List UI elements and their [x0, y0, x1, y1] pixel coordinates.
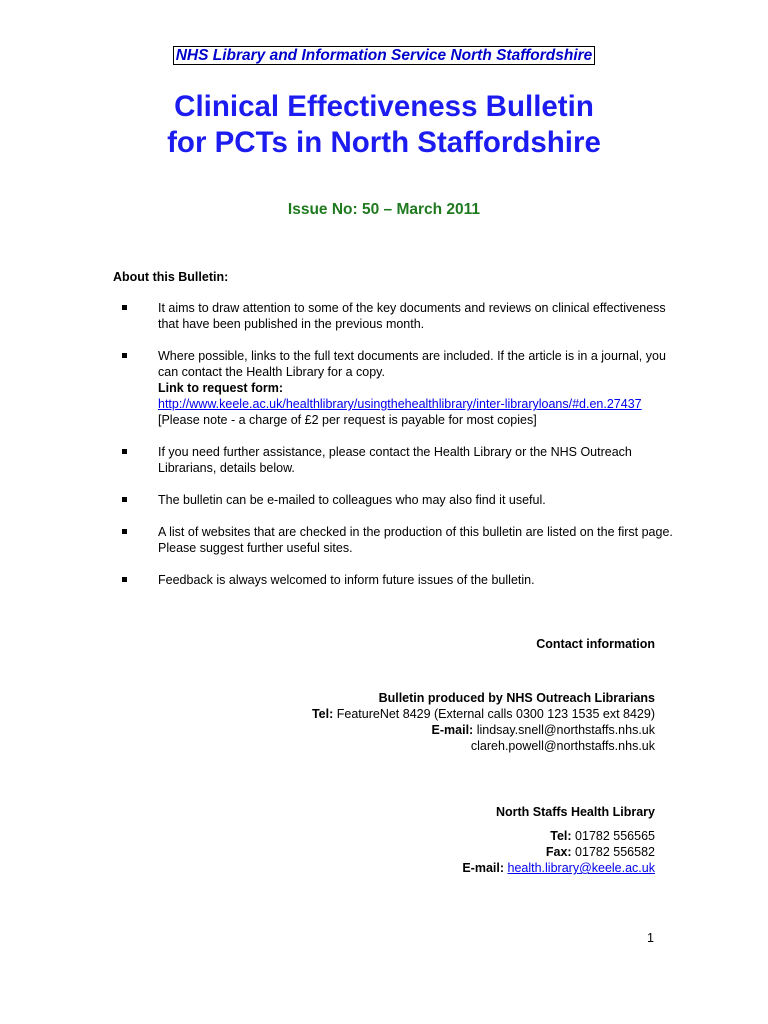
page-number: 1 [647, 931, 654, 945]
produced-by: Bulletin produced by NHS Outreach Librarians [378, 691, 655, 705]
page-title [0, 89, 768, 161]
list-item [113, 524, 673, 556]
bullet-text: It aims to draw attention to some of the key documents and reviews on clinical effectiveness that have been published in the previous month. [158, 301, 666, 331]
tel-value: FeatureNet 8429 (External calls 0300 123 1535 ext 8429) [336, 707, 655, 721]
library-banner [0, 46, 768, 65]
about-heading: About this Bulletin: [113, 270, 229, 284]
bullet-text: The bulletin can be e-mailed to colleagues who may also find it useful. [158, 493, 546, 507]
health-library-email [462, 860, 655, 876]
email-value-1: lindsay.snell@northstaffs.nhs.uk [476, 723, 655, 737]
email-label: E-mail: [462, 861, 505, 875]
list-item [113, 492, 673, 508]
charge-note: [Please note - a charge of £2 per request is payable for most copies] [158, 413, 537, 427]
tel-value: 01782 556565 [575, 829, 655, 843]
fax-label: Fax: [545, 845, 572, 859]
contact-heading: Contact information [536, 637, 655, 651]
bullet-text: If you need further assistance, please contact the Health Library or the NHS Outreach Librarians, details below. [158, 445, 632, 475]
request-form-link[interactable]: http://www.keele.ac.uk/healthlibrary/usingthehealthlibrary/inter-libraryloans/#d.en.27437 [158, 397, 642, 411]
outreach-contact-block [312, 690, 655, 754]
tel-label: Tel: [550, 829, 572, 843]
list-item [113, 348, 673, 428]
list-item [113, 444, 673, 476]
title-line-1: Clinical Effectiveness Bulletin [174, 90, 594, 123]
about-bullet-list [113, 300, 673, 604]
request-form-label: Link to request form: [158, 381, 284, 395]
bullet-text: A list of websites that are checked in the production of this bulletin are listed on the first page. Please suggest further useful sites. [158, 525, 673, 555]
health-library-fax [462, 844, 655, 860]
health-library-tel [462, 828, 655, 844]
tel-label: Tel: [311, 707, 334, 721]
email-label: E-mail: [431, 723, 474, 737]
health-library-name: North Staffs Health Library [495, 805, 655, 819]
list-item [113, 300, 673, 332]
outreach-email [312, 722, 655, 738]
fax-value: 01782 556582 [575, 845, 655, 859]
bullet-text: Where possible, links to the full text documents are included. If the article is in a journal, you can contact the Health Library for a copy. [158, 349, 666, 379]
bullet-text: Feedback is always welcomed to inform future issues of the bulletin. [158, 573, 535, 587]
health-library-block [462, 804, 655, 876]
health-library-email-link[interactable]: health.library@keele.ac.uk [507, 861, 655, 875]
library-banner-text: NHS Library and Information Service North Staffordshire [173, 46, 596, 65]
list-item [113, 572, 673, 588]
outreach-tel [312, 706, 655, 722]
issue-number: Issue No: 50 – March 2011 [287, 201, 481, 218]
title-line-2: for PCTs in North Staffordshire [167, 126, 601, 159]
email-value-2: clareh.powell@northstaffs.nhs.uk [470, 739, 655, 753]
